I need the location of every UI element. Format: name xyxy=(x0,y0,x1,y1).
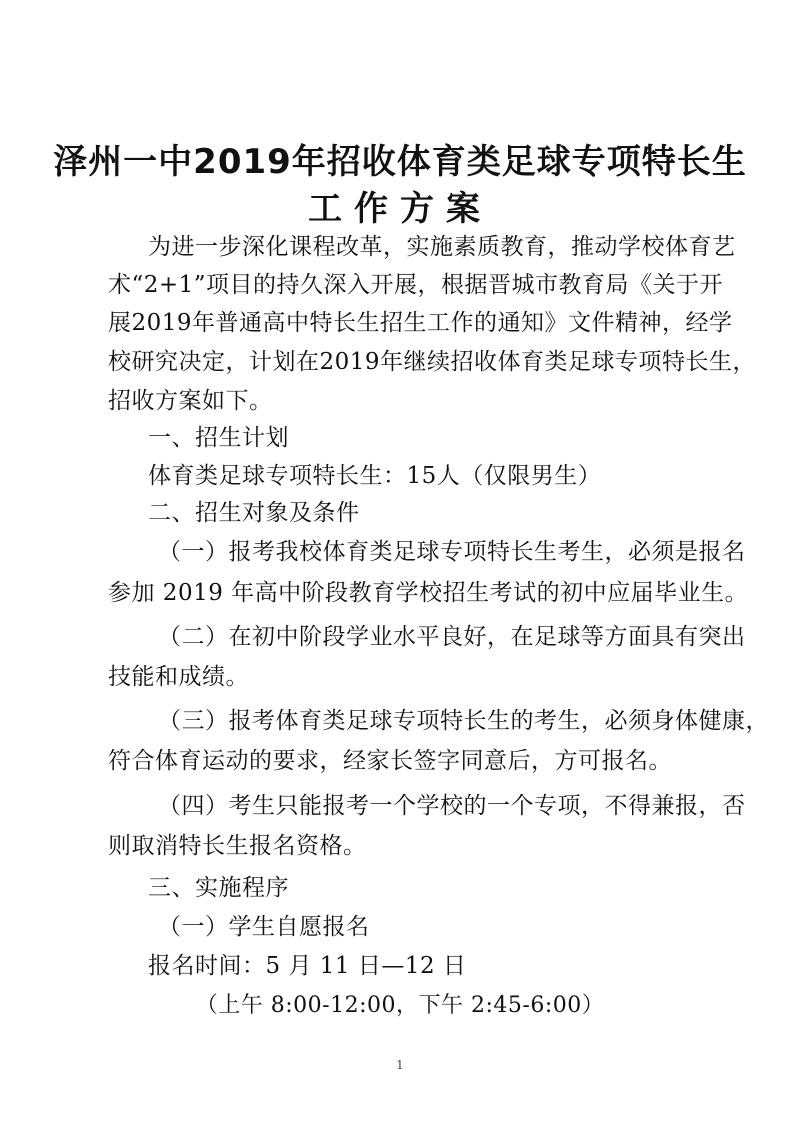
section-2-item-2-line-2: 技能和成绩。 xyxy=(108,664,249,690)
page-number: 1 xyxy=(396,1058,404,1072)
document-title-line1: 泽州一中2019年招收体育类足球专项特长生 xyxy=(53,142,747,182)
section-1-text: 体育类足球专项特长生：15人（仅限男生） xyxy=(148,463,602,489)
registration-time: 报名时间：5 月 11 日—12 日 xyxy=(148,953,467,979)
section-2-item-2-line-1: （二）在初中阶段学业水平良好，在足球等方面具有突出 xyxy=(158,624,746,650)
intro-line-1: 为进一步深化课程改革，实施素质教育，推动学校体育艺 xyxy=(148,234,736,260)
section-2-heading: 二、招生对象及条件 xyxy=(148,500,360,526)
registration-hours: （上午 8:00-12:00，下午 2:45-6:00） xyxy=(195,993,605,1018)
intro-line-5: 招收方案如下。 xyxy=(108,388,273,414)
intro-line-4: 校研究决定，计划在2019年继续招收体育类足球专项特长生， xyxy=(108,349,757,375)
section-2-item-3-line-2: 符合体育运动的要求，经家长签字同意后，方可报名。 xyxy=(108,748,672,774)
section-2-item-4-line-1: （四）考生只能报考一个学校的一个专项，不得兼报，否 xyxy=(158,793,746,819)
section-3-subheading: （一）学生自愿报名 xyxy=(158,914,370,940)
section-3-heading: 三、实施程序 xyxy=(148,875,289,901)
document-title-line2: 工作方案 xyxy=(308,189,492,229)
section-2-item-1-line-1: （一）报考我校体育类足球专项特长生考生，必须是报名 xyxy=(158,539,746,565)
intro-line-2: 术“2+1”项目的持久深入开展，根据晋城市教育局《关于开 xyxy=(108,272,724,298)
section-2-item-4-line-2: 则取消特长生报名资格。 xyxy=(108,833,367,859)
intro-line-3: 展2019年普通高中特长生招生工作的通知》文件精神，经学 xyxy=(108,310,733,336)
section-2-item-1-line-2: 参加 2019 年高中阶段教育学校招生考试的初中应届毕业生。 xyxy=(108,580,749,606)
section-2-item-3-line-1: （三）报考体育类足球专项特长生的考生，必须身体健康， xyxy=(158,708,769,734)
section-1-heading: 一、招生计划 xyxy=(148,425,289,451)
